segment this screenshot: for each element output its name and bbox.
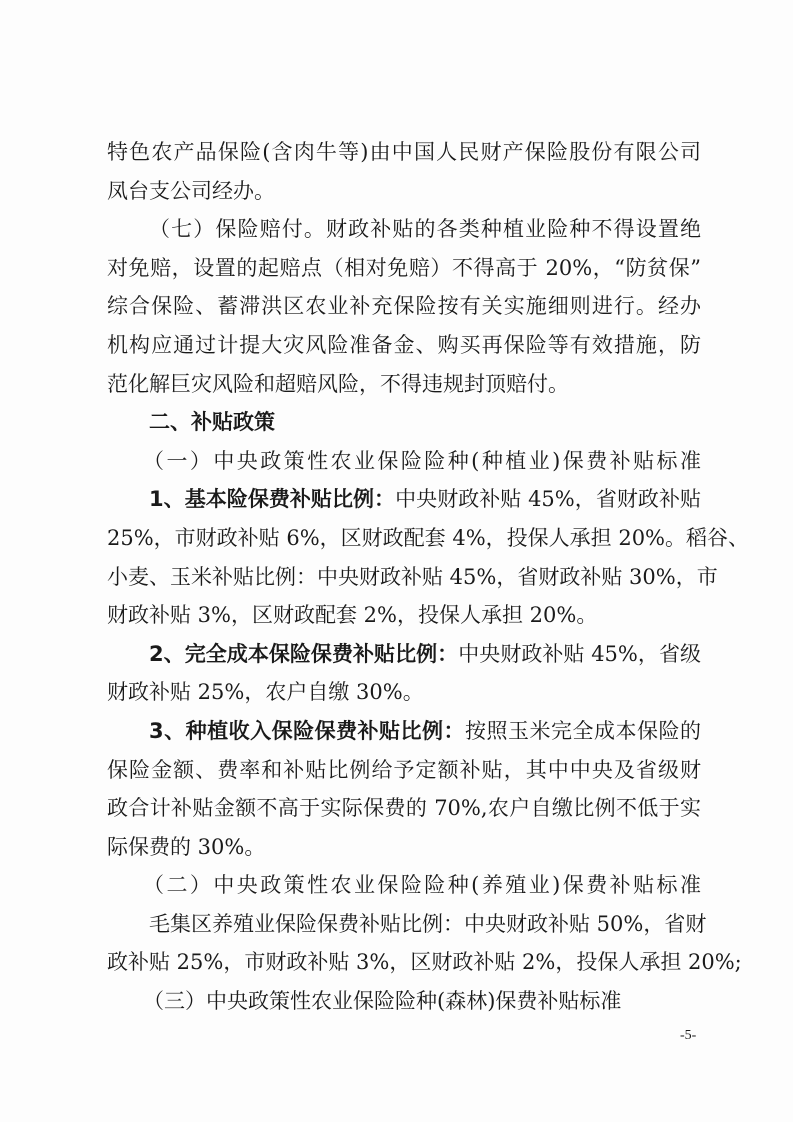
line-text: （三）中央政策性农业保险险种(森林)保费补贴标准 (143, 989, 622, 1014)
line-text: 中央财政补贴 45%，省级 (458, 641, 701, 666)
text-line (107, 635, 701, 674)
line-text: 政合计补贴金额不高于实际保费的 70%,农户自缴比例不低于实 (107, 796, 701, 821)
line-text: 财政补贴 25%，农户自缴 30%。 (107, 680, 424, 705)
line-text: 凤台支公司经办。 (107, 178, 275, 203)
text-line (107, 249, 701, 288)
text-line (107, 210, 701, 249)
subsection-heading (107, 982, 701, 1021)
line-text: 综合保险、蓄滞洪区农业补充保险按有关实施细则进行。经办 (107, 294, 701, 319)
line-text: 小麦、玉米补贴比例：中央财政补贴 45%，省财政补贴 30%，市 (107, 564, 718, 589)
text-line (107, 596, 701, 635)
text-line (107, 712, 701, 751)
item-heading: 3、种植收入保险保费补贴比例： (149, 718, 466, 743)
line-text: 对免赔，设置的起赔点（相对免赔）不得高于 20%，“防贫保” (107, 255, 701, 280)
text-line (107, 326, 701, 365)
text-line (107, 751, 701, 790)
text-line (107, 172, 701, 211)
text-line (107, 673, 701, 712)
text-line (107, 519, 750, 558)
subsection-heading (107, 866, 701, 905)
line-text: （一）中央政策性农业保险险种(种植业)保费补贴标准 (143, 448, 701, 473)
line-text: 机构应通过计提大灾风险准备金、购买再保险等有效措施，防 (107, 332, 701, 357)
text-line (107, 365, 701, 404)
subsection-heading (107, 442, 701, 481)
text-line (107, 905, 707, 944)
line-text: 25%，市财政补贴 6%，区财政配套 4%，投保人承担 20%。稻谷、 (107, 525, 750, 550)
item-heading: 2、完全成本保险保费补贴比例： (149, 641, 459, 666)
line-text: 毛集区养殖业保险保费补贴比例：中央财政补贴 50%，省财 (149, 911, 707, 936)
text-line (107, 943, 742, 982)
line-text: （七）保险赔付。财政补贴的各类种植业险种不得设置绝 (149, 217, 701, 242)
heading-text: 二、补贴政策 (149, 410, 275, 435)
item-heading: 1、基本险保费补贴比例： (149, 487, 396, 512)
body-text (107, 133, 750, 1021)
line-text: 范化解巨灾风险和超赔风险，不得违规封顶赔付。 (107, 371, 569, 396)
text-line (107, 287, 701, 326)
line-text: 特色农产品保险(含肉牛等)由中国人民财产保险股份有限公司 (107, 140, 701, 164)
line-text: 中央财政补贴 45%，省财政补贴 (395, 487, 701, 512)
line-text: 际保费的 30%。 (107, 834, 266, 859)
line-text: 政补贴 25%，市财政补贴 3%，区财政补贴 2%，投保人承担 20%; (107, 950, 742, 975)
line-text: 按照玉米完全成本保险的 (465, 718, 701, 743)
text-line (107, 789, 701, 828)
text-line (107, 558, 718, 597)
section-heading (107, 403, 701, 442)
text-line (107, 133, 701, 172)
text-line (107, 480, 701, 519)
line-text: 保险金额、费率和补贴比例给予定额补贴，其中中央及省级财 (107, 757, 701, 782)
line-text: （二）中央政策性农业保险险种(养殖业)保费补贴标准 (143, 873, 701, 898)
text-line (107, 828, 701, 867)
line-text: 财政补贴 3%，区财政配套 2%，投保人承担 20%。 (107, 603, 598, 628)
page-number: -5- (680, 1028, 697, 1043)
